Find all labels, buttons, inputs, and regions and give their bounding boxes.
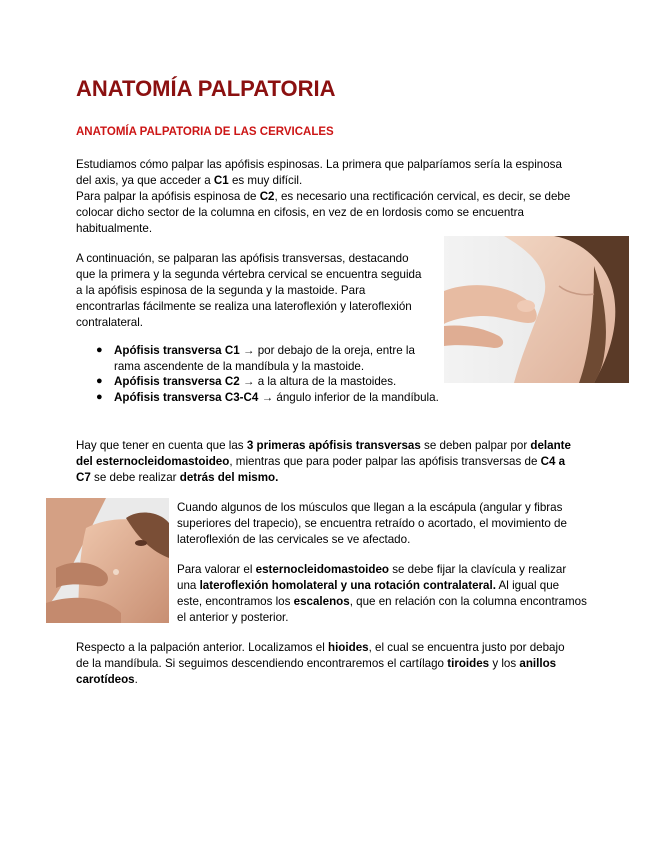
bold-text: detrás del mismo. [179,471,279,484]
text-run: , que en relación con la columna encontramos el anterior y posterior. [177,595,587,624]
text-run: , mientras que para poder palpar las apófisis transversas de [229,455,541,468]
bold-text: C1 [213,174,229,187]
section-subtitle: ANATOMÍA PALPATORIA DE LAS CERVICALES [76,126,334,138]
bold-text: 3 primeras apófisis transversas [246,439,421,452]
list-item [96,374,444,390]
bold-text: Apófisis transversa C3-C4 [114,390,259,404]
text-run: es muy difícil. [228,174,303,187]
text-run: . [134,673,138,686]
bold-text: anillos carotídeos [76,657,557,686]
bold-text: tiroides [447,657,490,670]
anterior-paragraph [76,640,576,688]
bold-text: escalenos [293,595,350,608]
bold-text: C4 a C7 [76,455,566,484]
transversas-paragraph [76,251,428,331]
cuenta-paragraph [76,438,576,486]
transversas-list [96,343,444,405]
list-item [96,343,444,374]
text-run: Cuando algunos de los músculos que llegan a la escápula (angular y fibras superiores del trapecio), se encuentra retraído o acortado, el movimiento de lateroflexión de las cervicales se ve afectado. [177,501,567,546]
text-run: → a la altura de la mastoides. [239,375,397,388]
list-item [96,390,444,406]
bold-text: Apófisis transversa C2 [114,375,240,388]
text-run: , el cual se encuentra justo por debajo de la mandíbula. Si seguimos descendiendo encontraremos el cartílago [76,641,565,670]
text-run: → ángulo inferior de la mandíbula. [258,390,439,404]
bold-text: C2 [259,190,275,203]
text-run: → por debajo de la oreja, entre la rama ascendente de la mandíbula y la mastoide. [114,344,415,373]
bold-text: lateroflexión homolateral y una rotación contralateral. [199,579,496,592]
text-run: se debe fijar la clavícula y realizar una [177,563,567,592]
text-run: se deben palpar por [420,439,531,452]
text-run: A continuación, se palparan las apófisis transversas, destacando que la primera y la segunda vértebra cervical se encuentra seguida a la apófisis espinosa de la segunda y la mastoide. Para encontrarlas fácilmente se realiza una lateroflexión y lateroflexión contralateral. [76,252,422,329]
page-title: ANATOMÍA PALPATORIA [76,76,336,101]
bold-text: hioides [328,641,369,654]
text-run: Hay que tener en cuenta que las [76,439,247,452]
neck-stretch-photo [46,498,169,623]
text-run: Estudiamos cómo palpar las apófisis espinosas. La primera que palparíamos sería la espinosa del axis, ya que acceder a [76,158,562,187]
bold-text: delante del esternocleidomastoideo [76,439,571,468]
bullet-icon: ● [96,375,103,387]
neck-palpation-photo [444,236,629,383]
escapula-paragraph [177,500,587,548]
text-run: Al igual que este, encontramos los [177,579,560,608]
text-run: se debe realizar [90,471,180,484]
bullet-icon: ● [96,390,103,403]
text-run: , es necesario una rectificación cervical, es decir, se debe colocar dicho sector de la columna en cifosis, en vez de en lordosis como se encuentra habitualmente. [76,190,571,235]
text-run: Para valorar el [177,563,256,576]
intro-paragraph [76,157,576,237]
bold-text: esternocleidomastoideo [255,563,389,576]
text-run: Para palpar la apófisis espinosa de [76,190,260,203]
text-run: y los [489,657,520,670]
bold-text: Apófisis transversa C1 [114,344,240,357]
valorar-paragraph [177,562,587,626]
bullet-icon: ● [96,344,103,356]
text-run: Respecto a la palpación anterior. Localizamos el [76,641,328,654]
